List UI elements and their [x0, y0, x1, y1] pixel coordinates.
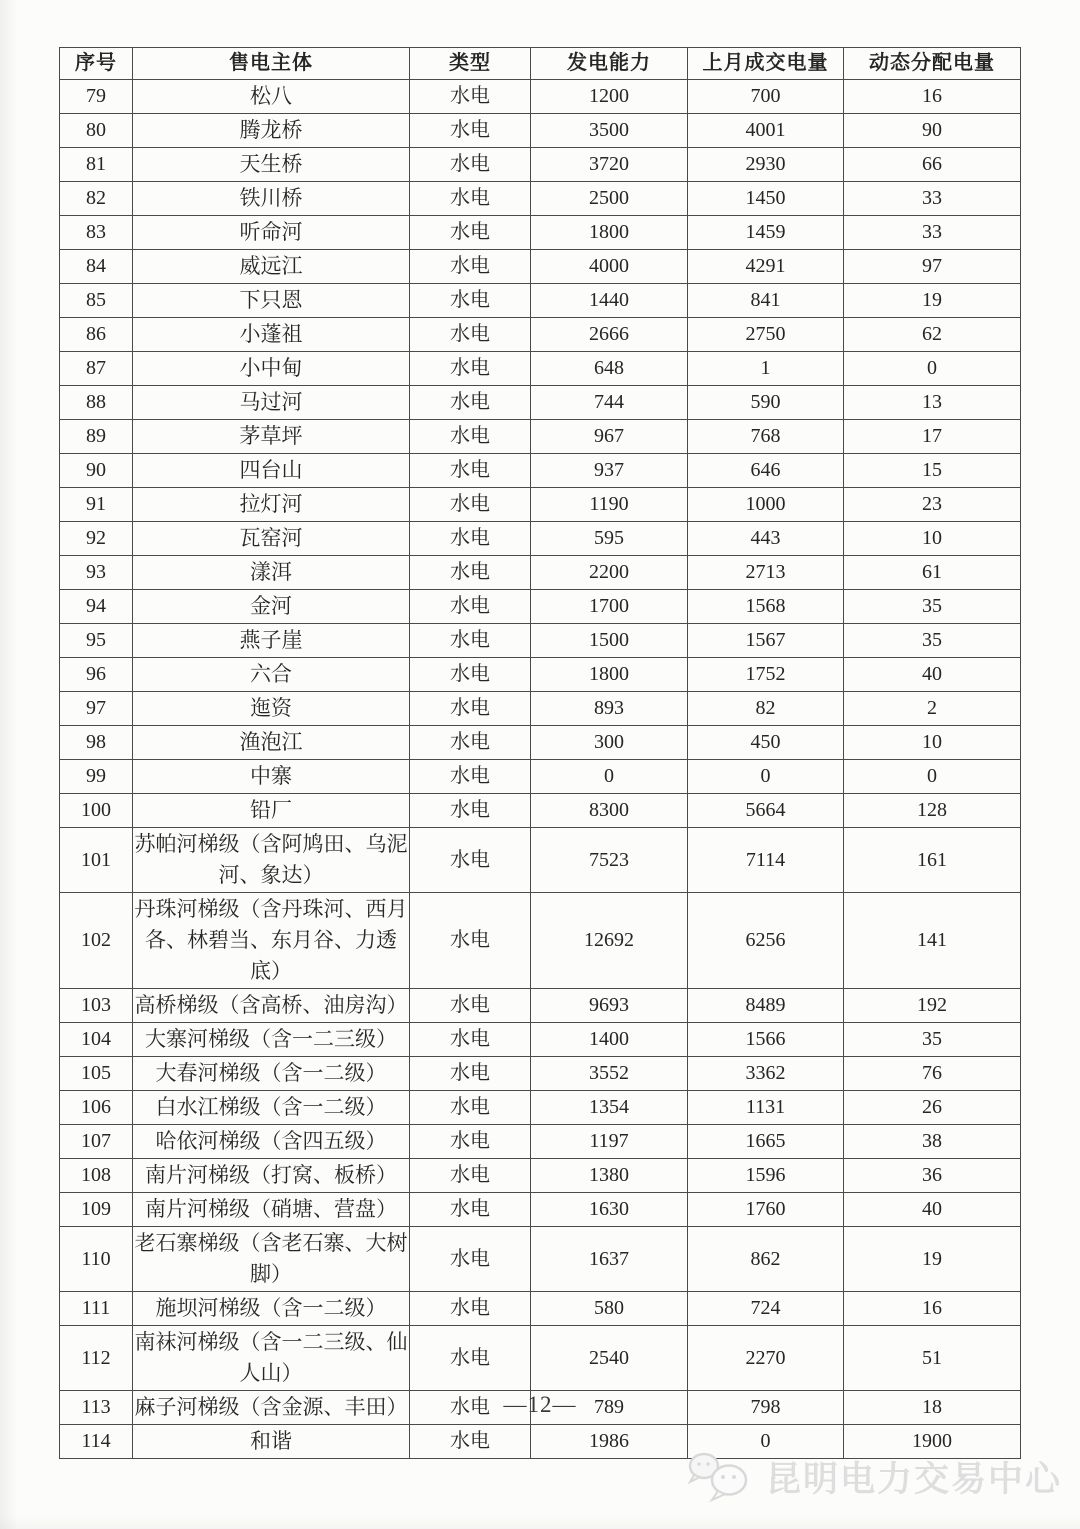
last-month-volume-cell: 82 — [688, 691, 844, 725]
last-month-volume-cell: 443 — [688, 521, 844, 555]
type-cell: 水电 — [410, 1124, 531, 1158]
seller-name-cell: 四台山 — [133, 453, 410, 487]
seller-name-cell: 铅厂 — [133, 793, 410, 827]
dynamic-allocation-cell: 0 — [844, 759, 1021, 793]
dynamic-allocation-cell: 35 — [844, 1022, 1021, 1056]
last-month-volume-cell: 646 — [688, 453, 844, 487]
type-cell: 水电 — [410, 487, 531, 521]
row-index-cell: 86 — [60, 317, 133, 351]
dynamic-allocation-cell: 19 — [844, 283, 1021, 317]
capacity-cell: 595 — [531, 521, 688, 555]
capacity-cell: 300 — [531, 725, 688, 759]
dynamic-allocation-cell: 192 — [844, 988, 1021, 1022]
last-month-volume-cell: 768 — [688, 419, 844, 453]
row-index-cell: 88 — [60, 385, 133, 419]
last-month-volume-cell: 8489 — [688, 988, 844, 1022]
table-row — [60, 283, 1021, 317]
dynamic-allocation-cell: 36 — [844, 1158, 1021, 1192]
type-cell: 水电 — [410, 1158, 531, 1192]
table-row — [60, 1022, 1021, 1056]
dynamic-allocation-cell: 35 — [844, 589, 1021, 623]
row-index-cell: 104 — [60, 1022, 133, 1056]
row-index-cell: 83 — [60, 215, 133, 249]
seller-name-cell: 中寨 — [133, 759, 410, 793]
last-month-volume-cell: 590 — [688, 385, 844, 419]
table-row — [60, 385, 1021, 419]
dynamic-allocation-cell: 1900 — [844, 1424, 1021, 1458]
table-row — [60, 351, 1021, 385]
type-cell: 水电 — [410, 1325, 531, 1390]
column-header-last-month-volume: 上月成交电量 — [688, 48, 844, 80]
capacity-cell: 8300 — [531, 793, 688, 827]
table-body — [60, 79, 1021, 1458]
table-row — [60, 657, 1021, 691]
last-month-volume-cell: 1568 — [688, 589, 844, 623]
capacity-cell: 1190 — [531, 487, 688, 521]
type-cell: 水电 — [410, 453, 531, 487]
seller-name-cell: 威远江 — [133, 249, 410, 283]
table-row — [60, 487, 1021, 521]
dynamic-allocation-cell: 66 — [844, 147, 1021, 181]
dynamic-allocation-cell: 97 — [844, 249, 1021, 283]
dynamic-allocation-cell: 51 — [844, 1325, 1021, 1390]
type-cell: 水电 — [410, 892, 531, 988]
dynamic-allocation-cell: 33 — [844, 181, 1021, 215]
seller-name-cell: 施坝河梯级（含一二级） — [133, 1291, 410, 1325]
type-cell: 水电 — [410, 1022, 531, 1056]
seller-name-cell: 天生桥 — [133, 147, 410, 181]
row-index-cell: 105 — [60, 1056, 133, 1090]
row-index-cell: 84 — [60, 249, 133, 283]
capacity-cell: 1700 — [531, 589, 688, 623]
wechat-icon — [684, 1448, 756, 1506]
type-cell: 水电 — [410, 113, 531, 147]
capacity-cell: 648 — [531, 351, 688, 385]
capacity-cell: 4000 — [531, 249, 688, 283]
table-row — [60, 1090, 1021, 1124]
dynamic-allocation-cell: 18 — [844, 1390, 1021, 1424]
table-row — [60, 691, 1021, 725]
dynamic-allocation-cell: 38 — [844, 1124, 1021, 1158]
seller-name-cell: 拉灯河 — [133, 487, 410, 521]
row-index-cell: 85 — [60, 283, 133, 317]
type-cell: 水电 — [410, 827, 531, 892]
last-month-volume-cell: 1450 — [688, 181, 844, 215]
table-row — [60, 1124, 1021, 1158]
type-cell: 水电 — [410, 181, 531, 215]
last-month-volume-cell: 2713 — [688, 555, 844, 589]
table-row — [60, 419, 1021, 453]
type-cell: 水电 — [410, 657, 531, 691]
row-index-cell: 112 — [60, 1325, 133, 1390]
table-row — [60, 988, 1021, 1022]
capacity-cell: 0 — [531, 759, 688, 793]
last-month-volume-cell: 862 — [688, 1226, 844, 1291]
row-index-cell: 97 — [60, 691, 133, 725]
column-header-seller: 售电主体 — [133, 48, 410, 80]
table-row — [60, 892, 1021, 988]
dynamic-allocation-cell: 161 — [844, 827, 1021, 892]
type-cell: 水电 — [410, 1424, 531, 1458]
table-row — [60, 453, 1021, 487]
dynamic-allocation-cell: 76 — [844, 1056, 1021, 1090]
table-header-row — [60, 48, 1021, 80]
watermark — [684, 1448, 1062, 1506]
last-month-volume-cell: 724 — [688, 1291, 844, 1325]
table-row — [60, 1056, 1021, 1090]
dynamic-allocation-cell: 10 — [844, 725, 1021, 759]
row-index-cell: 90 — [60, 453, 133, 487]
dynamic-allocation-cell: 128 — [844, 793, 1021, 827]
type-cell: 水电 — [410, 249, 531, 283]
table-row — [60, 1158, 1021, 1192]
row-index-cell: 81 — [60, 147, 133, 181]
type-cell: 水电 — [410, 147, 531, 181]
table-row — [60, 589, 1021, 623]
last-month-volume-cell: 1760 — [688, 1192, 844, 1226]
row-index-cell: 110 — [60, 1226, 133, 1291]
row-index-cell: 103 — [60, 988, 133, 1022]
last-month-volume-cell: 3362 — [688, 1056, 844, 1090]
dynamic-allocation-cell: 23 — [844, 487, 1021, 521]
capacity-cell: 1800 — [531, 657, 688, 691]
dynamic-allocation-cell: 13 — [844, 385, 1021, 419]
row-index-cell: 106 — [60, 1090, 133, 1124]
capacity-cell: 1200 — [531, 79, 688, 113]
seller-name-cell: 金河 — [133, 589, 410, 623]
type-cell: 水电 — [410, 1090, 531, 1124]
capacity-cell: 1197 — [531, 1124, 688, 1158]
last-month-volume-cell: 798 — [688, 1390, 844, 1424]
table-row — [60, 827, 1021, 892]
table-row — [60, 521, 1021, 555]
last-month-volume-cell: 0 — [688, 1424, 844, 1458]
seller-name-cell: 苏帕河梯级（含阿鸠田、乌泥河、象达） — [133, 827, 410, 892]
table-row — [60, 113, 1021, 147]
power-sellers-table — [59, 47, 1021, 1459]
dynamic-allocation-cell: 19 — [844, 1226, 1021, 1291]
capacity-cell: 744 — [531, 385, 688, 419]
seller-name-cell: 腾龙桥 — [133, 113, 410, 147]
last-month-volume-cell: 5664 — [688, 793, 844, 827]
seller-name-cell: 马过河 — [133, 385, 410, 419]
seller-name-cell: 大春河梯级（含一二级） — [133, 1056, 410, 1090]
dynamic-allocation-cell: 40 — [844, 657, 1021, 691]
capacity-cell: 1637 — [531, 1226, 688, 1291]
row-index-cell: 94 — [60, 589, 133, 623]
capacity-cell: 1630 — [531, 1192, 688, 1226]
seller-name-cell: 老石寨梯级（含老石寨、大树脚） — [133, 1226, 410, 1291]
row-index-cell: 91 — [60, 487, 133, 521]
seller-name-cell: 松八 — [133, 79, 410, 113]
dynamic-allocation-cell: 35 — [844, 623, 1021, 657]
row-index-cell: 79 — [60, 79, 133, 113]
dynamic-allocation-cell: 16 — [844, 1291, 1021, 1325]
capacity-cell: 789 — [531, 1390, 688, 1424]
seller-name-cell: 瓦窑河 — [133, 521, 410, 555]
type-cell: 水电 — [410, 419, 531, 453]
dynamic-allocation-cell: 16 — [844, 79, 1021, 113]
table-row — [60, 215, 1021, 249]
table-row — [60, 623, 1021, 657]
seller-name-cell: 南片河梯级（硝塘、营盘） — [133, 1192, 410, 1226]
capacity-cell: 967 — [531, 419, 688, 453]
row-index-cell: 113 — [60, 1390, 133, 1424]
row-index-cell: 96 — [60, 657, 133, 691]
type-cell: 水电 — [410, 1192, 531, 1226]
capacity-cell: 1400 — [531, 1022, 688, 1056]
last-month-volume-cell: 450 — [688, 725, 844, 759]
row-index-cell: 82 — [60, 181, 133, 215]
capacity-cell: 2200 — [531, 555, 688, 589]
capacity-cell: 1500 — [531, 623, 688, 657]
dynamic-allocation-cell: 61 — [844, 555, 1021, 589]
capacity-cell: 2540 — [531, 1325, 688, 1390]
dynamic-allocation-cell: 90 — [844, 113, 1021, 147]
last-month-volume-cell: 0 — [688, 759, 844, 793]
page-number: —12— — [503, 1392, 577, 1417]
seller-name-cell: 迤资 — [133, 691, 410, 725]
last-month-volume-cell: 1 — [688, 351, 844, 385]
dynamic-allocation-cell: 0 — [844, 351, 1021, 385]
capacity-cell: 1354 — [531, 1090, 688, 1124]
seller-name-cell: 茅草坪 — [133, 419, 410, 453]
capacity-cell: 9693 — [531, 988, 688, 1022]
type-cell: 水电 — [410, 283, 531, 317]
table-row — [60, 555, 1021, 589]
seller-name-cell: 大寨河梯级（含一二三级） — [133, 1022, 410, 1056]
last-month-volume-cell: 700 — [688, 79, 844, 113]
capacity-cell: 12692 — [531, 892, 688, 988]
type-cell: 水电 — [410, 623, 531, 657]
dynamic-allocation-cell: 15 — [844, 453, 1021, 487]
seller-name-cell: 和谐 — [133, 1424, 410, 1458]
seller-name-cell: 丹珠河梯级（含丹珠河、西月各、林碧当、东月谷、力透底） — [133, 892, 410, 988]
type-cell: 水电 — [410, 1390, 531, 1424]
last-month-volume-cell: 6256 — [688, 892, 844, 988]
type-cell: 水电 — [410, 317, 531, 351]
row-index-cell: 114 — [60, 1424, 133, 1458]
last-month-volume-cell: 4291 — [688, 249, 844, 283]
type-cell: 水电 — [410, 691, 531, 725]
seller-name-cell: 渔泡江 — [133, 725, 410, 759]
type-cell: 水电 — [410, 215, 531, 249]
table-row — [60, 1192, 1021, 1226]
capacity-cell: 580 — [531, 1291, 688, 1325]
table-row — [60, 759, 1021, 793]
column-header-dynamic-allocation: 动态分配电量 — [844, 48, 1021, 80]
table-row — [60, 249, 1021, 283]
row-index-cell: 89 — [60, 419, 133, 453]
type-cell: 水电 — [410, 1056, 531, 1090]
type-cell: 水电 — [410, 385, 531, 419]
seller-name-cell: 高桥梯级（含高桥、油房沟） — [133, 988, 410, 1022]
last-month-volume-cell: 1131 — [688, 1090, 844, 1124]
last-month-volume-cell: 2270 — [688, 1325, 844, 1390]
type-cell: 水电 — [410, 759, 531, 793]
table-row — [60, 793, 1021, 827]
seller-name-cell: 听命河 — [133, 215, 410, 249]
row-index-cell: 87 — [60, 351, 133, 385]
table-row — [60, 79, 1021, 113]
dynamic-allocation-cell: 2 — [844, 691, 1021, 725]
row-index-cell: 111 — [60, 1291, 133, 1325]
type-cell: 水电 — [410, 988, 531, 1022]
table-row — [60, 317, 1021, 351]
type-cell: 水电 — [410, 1291, 531, 1325]
type-cell: 水电 — [410, 1226, 531, 1291]
seller-name-cell: 铁川桥 — [133, 181, 410, 215]
table-row — [60, 1291, 1021, 1325]
type-cell: 水电 — [410, 79, 531, 113]
type-cell: 水电 — [410, 521, 531, 555]
column-header-capacity: 发电能力 — [531, 48, 688, 80]
row-index-cell: 101 — [60, 827, 133, 892]
column-header-type: 类型 — [410, 48, 531, 80]
dynamic-allocation-cell: 17 — [844, 419, 1021, 453]
row-index-cell: 108 — [60, 1158, 133, 1192]
table-row — [60, 181, 1021, 215]
seller-name-cell: 燕子崖 — [133, 623, 410, 657]
table-row — [60, 1325, 1021, 1390]
last-month-volume-cell: 1000 — [688, 487, 844, 521]
seller-name-cell: 小蓬祖 — [133, 317, 410, 351]
seller-name-cell: 南片河梯级（打窝、板桥） — [133, 1158, 410, 1192]
last-month-volume-cell: 1665 — [688, 1124, 844, 1158]
seller-name-cell: 麻子河梯级（含金源、丰田） — [133, 1390, 410, 1424]
row-index-cell: 93 — [60, 555, 133, 589]
row-index-cell: 107 — [60, 1124, 133, 1158]
type-cell: 水电 — [410, 589, 531, 623]
row-index-cell: 99 — [60, 759, 133, 793]
row-index-cell: 80 — [60, 113, 133, 147]
capacity-cell: 3500 — [531, 113, 688, 147]
table-row — [60, 1226, 1021, 1291]
row-index-cell: 98 — [60, 725, 133, 759]
last-month-volume-cell: 1596 — [688, 1158, 844, 1192]
dynamic-allocation-cell: 33 — [844, 215, 1021, 249]
capacity-cell: 1800 — [531, 215, 688, 249]
last-month-volume-cell: 1459 — [688, 215, 844, 249]
last-month-volume-cell: 4001 — [688, 113, 844, 147]
seller-name-cell: 下只恩 — [133, 283, 410, 317]
type-cell: 水电 — [410, 793, 531, 827]
type-cell: 水电 — [410, 351, 531, 385]
row-index-cell: 92 — [60, 521, 133, 555]
dynamic-allocation-cell: 141 — [844, 892, 1021, 988]
table-row — [60, 147, 1021, 181]
capacity-cell: 2500 — [531, 181, 688, 215]
last-month-volume-cell: 2750 — [688, 317, 844, 351]
seller-name-cell: 白水江梯级（含一二级） — [133, 1090, 410, 1124]
seller-name-cell: 哈依河梯级（含四五级） — [133, 1124, 410, 1158]
last-month-volume-cell: 7114 — [688, 827, 844, 892]
dynamic-allocation-cell: 10 — [844, 521, 1021, 555]
type-cell: 水电 — [410, 555, 531, 589]
seller-name-cell: 南袜河梯级（含一二三级、仙人山） — [133, 1325, 410, 1390]
dynamic-allocation-cell: 62 — [844, 317, 1021, 351]
capacity-cell: 7523 — [531, 827, 688, 892]
type-cell: 水电 — [410, 725, 531, 759]
dynamic-allocation-cell: 26 — [844, 1090, 1021, 1124]
seller-name-cell: 小中甸 — [133, 351, 410, 385]
capacity-cell: 3720 — [531, 147, 688, 181]
dynamic-allocation-cell: 40 — [844, 1192, 1021, 1226]
row-index-cell: 102 — [60, 892, 133, 988]
seller-name-cell: 六合 — [133, 657, 410, 691]
capacity-cell: 893 — [531, 691, 688, 725]
row-index-cell: 109 — [60, 1192, 133, 1226]
last-month-volume-cell: 1566 — [688, 1022, 844, 1056]
capacity-cell: 1380 — [531, 1158, 688, 1192]
column-header-index: 序号 — [60, 48, 133, 80]
table-row — [60, 725, 1021, 759]
last-month-volume-cell: 1567 — [688, 623, 844, 657]
capacity-cell: 937 — [531, 453, 688, 487]
row-index-cell: 100 — [60, 793, 133, 827]
watermark-text: 昆明电力交易中心 — [765, 1460, 1062, 1499]
last-month-volume-cell: 2930 — [688, 147, 844, 181]
seller-name-cell: 漾洱 — [133, 555, 410, 589]
row-index-cell: 95 — [60, 623, 133, 657]
last-month-volume-cell: 1752 — [688, 657, 844, 691]
capacity-cell: 3552 — [531, 1056, 688, 1090]
capacity-cell: 1440 — [531, 283, 688, 317]
last-month-volume-cell: 841 — [688, 283, 844, 317]
capacity-cell: 2666 — [531, 317, 688, 351]
capacity-cell: 1986 — [531, 1424, 688, 1458]
